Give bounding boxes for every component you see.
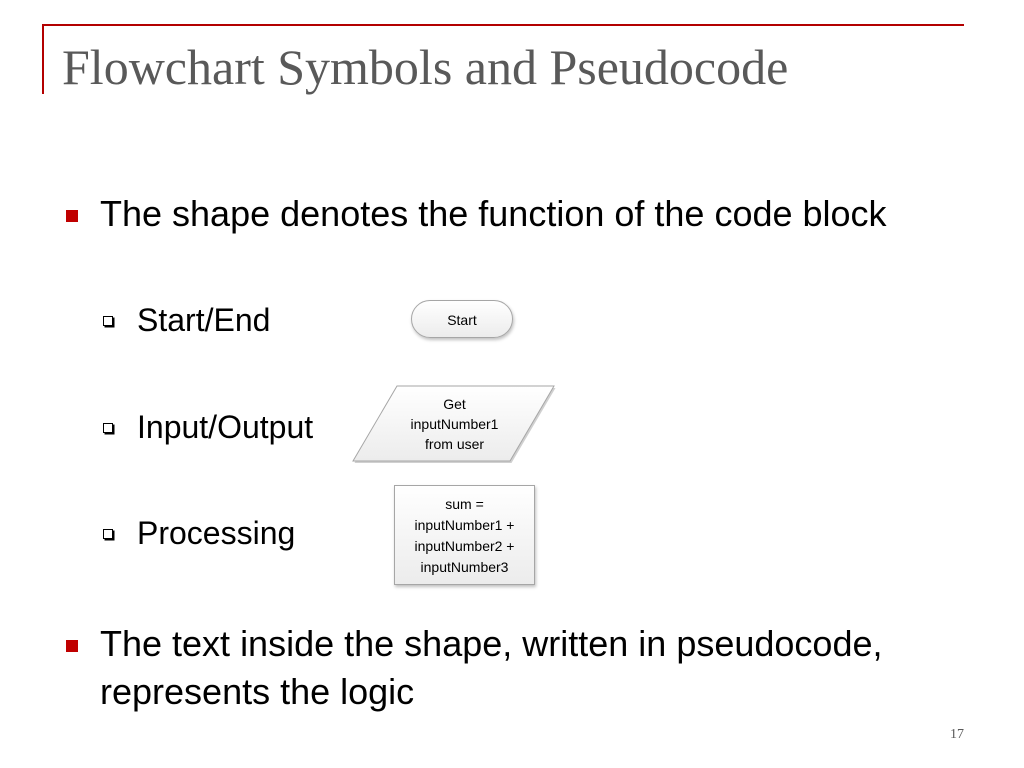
bullet-text: The text inside the shape, written in pseudocode, represents the logic [100, 623, 883, 712]
process-line: sum = [445, 496, 484, 512]
input-line: inputNumber1 [410, 416, 499, 432]
process-shape-label [395, 494, 534, 578]
process-rectangle-shape [394, 485, 535, 585]
input-shape-label [352, 394, 557, 454]
terminator-label: Start [447, 312, 477, 328]
square-bullet-icon [66, 210, 78, 222]
process-line: inputNumber3 [420, 559, 509, 575]
hollow-square-bullet-icon [103, 529, 113, 539]
hollow-square-bullet-icon [103, 423, 113, 433]
input-output-parallelogram-shape [352, 385, 557, 463]
start-terminator-shape [411, 300, 513, 338]
input-line: from user [424, 436, 485, 452]
slide-title: Flowchart Symbols and Pseudocode [62, 39, 789, 95]
sub-bullet-text: Processing [137, 515, 296, 551]
input-line: Get [443, 396, 466, 412]
title-accent-line [42, 24, 964, 26]
process-line: inputNumber2 + [414, 538, 515, 554]
title-accent-bar [42, 24, 44, 94]
sub-bullet-text: Start/End [137, 302, 271, 338]
sub-bullet-text: Input/Output [137, 409, 314, 445]
process-line: inputNumber1 + [414, 517, 515, 533]
bullet-text: The shape denotes the function of the code block [100, 193, 887, 234]
hollow-square-bullet-icon [103, 316, 113, 326]
page-number: 17 [950, 727, 964, 742]
square-bullet-icon [66, 640, 78, 652]
